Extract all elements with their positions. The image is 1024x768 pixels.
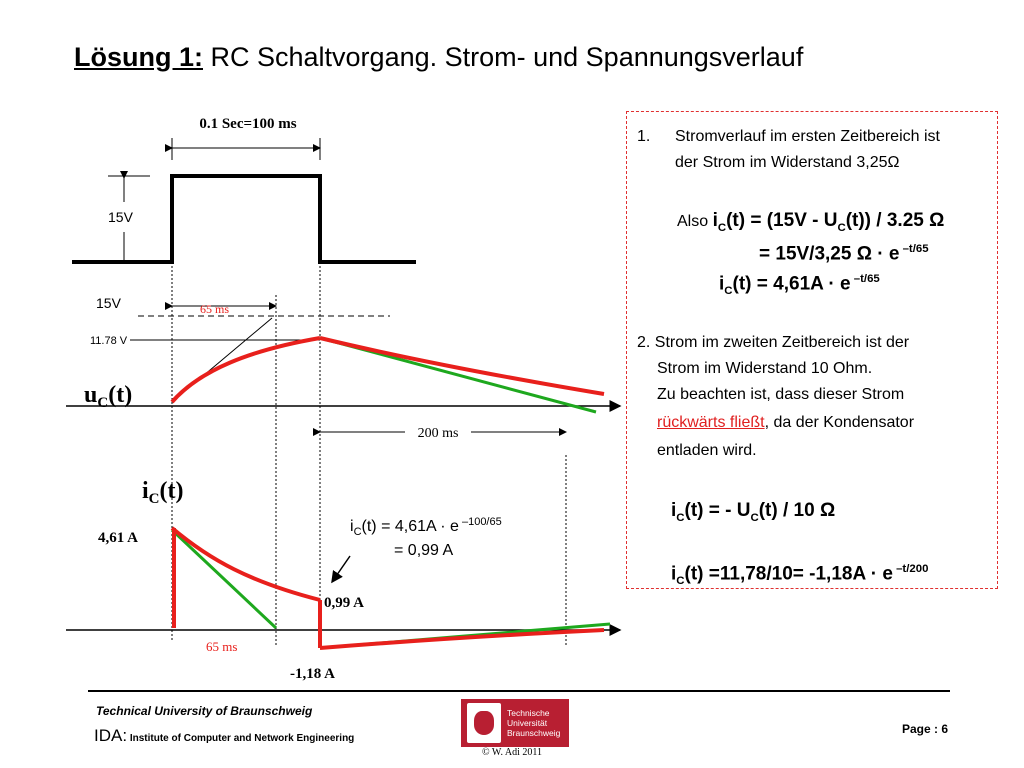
ic-099-label: 0,99 A xyxy=(324,595,365,611)
pulse-width-label: 0.1 Sec=100 ms xyxy=(199,116,297,132)
tau1-label: 65 ms xyxy=(200,302,230,316)
p2-line4: rückwärts fließt, da der Kondensator xyxy=(657,414,915,431)
institute-name: IDA: Institute of Computer and Network Engineering xyxy=(94,726,355,745)
p2-line1: 2. Strom im zweiten Zeitbereich ist der xyxy=(637,334,910,351)
p2-line3: Zu beachten ist, dass dieser Strom xyxy=(657,386,905,403)
uc-1178-label: 11.78 V xyxy=(90,335,128,347)
tau2-label: 200 ms xyxy=(417,426,459,441)
logo-text: Technische Universität Braunschweig xyxy=(507,708,561,738)
p2-line5: entladen wird. xyxy=(657,442,757,459)
ic-461-label: 4,61 A xyxy=(98,530,139,546)
eq1: Also $i_C(t) = (15V - U_C(t)) / 3.25$ Ω xyxy=(677,210,945,234)
p1-line1: Stromverlauf im ersten Zeitbereich ist xyxy=(675,128,940,145)
ic-65ms-label: 65 ms xyxy=(206,639,238,654)
lion-emblem-icon xyxy=(467,703,501,743)
title-bold: Lösung 1: xyxy=(74,42,203,72)
p1-line2: der Strom im Widerstand 3,25Ω xyxy=(675,154,900,171)
ic-annotation-line2: = 0,99 A xyxy=(394,542,454,559)
copyright: © W. Adi 2011 xyxy=(482,747,543,758)
pulse-amplitude-label: 15V xyxy=(108,209,133,225)
ic-axis-label: $i_C(t)$ xyxy=(142,478,184,507)
input-pulse xyxy=(72,116,416,262)
tu-logo xyxy=(461,699,569,747)
ic-annotation-line1: $i_C(t) = 4,61A \cdot e$ $^{-100/65}$ xyxy=(350,516,502,538)
eq2: = 15V/3,25 Ω · e $^{-t/65}$ xyxy=(759,243,929,265)
eq4: $i_C(t)$ = - $U_C(t) / 10$ Ω xyxy=(671,500,836,524)
uc-15v-label: 15V xyxy=(96,295,121,311)
uc-graph xyxy=(66,295,620,441)
p2-line2: Strom im Widerstand 10 Ohm. xyxy=(657,360,873,377)
solution-panel xyxy=(626,111,998,589)
university-name: Technical University of Braunschweig xyxy=(96,704,313,718)
ic-graph xyxy=(66,478,620,682)
title-rest: RC Schaltvorgang. Strom- und Spannungsverlauf xyxy=(203,42,804,72)
footer-divider xyxy=(88,690,950,692)
ic-neg118-label: -1,18 A xyxy=(290,666,335,682)
page-number: Page : 6 xyxy=(902,722,949,736)
p1-number: 1. xyxy=(637,128,651,145)
eq5: $i_C(t) =11,78/10= -1,18A \cdot e$ $^{-t/200}$ xyxy=(671,563,929,588)
eq3: $i_C(t) = 4,61A \cdot e$ $^{-t/65}$ xyxy=(719,273,880,298)
reverse-flow-text: rückwärts fließt xyxy=(657,414,765,431)
uc-axis-label: $u_C(t)$ xyxy=(84,382,133,411)
